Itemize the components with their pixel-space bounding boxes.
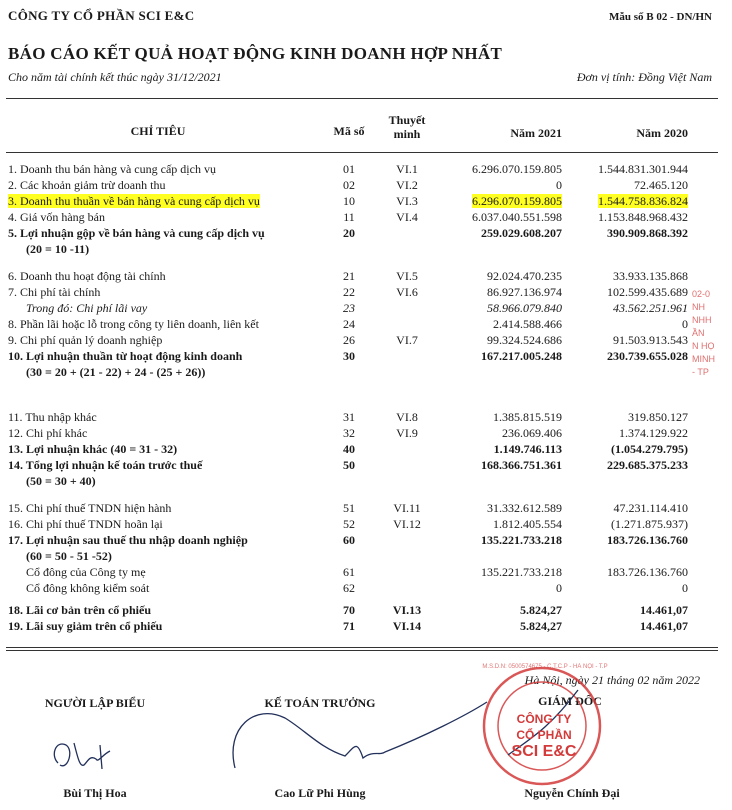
side-stamp-text-5: N HỌ: [692, 341, 715, 351]
header-bottom-rule: [6, 152, 718, 153]
row-label: 12. Chi phí khác: [8, 426, 88, 440]
stamp-line-3: SCI E&C: [511, 743, 577, 760]
row-value-2021: 1.149.746.113: [493, 442, 562, 456]
table-row: [0, 580, 732, 596]
row-value-2021: 6.037.040.551.598: [472, 210, 562, 224]
preparer-name: Bùi Thị Hoa: [63, 786, 127, 800]
table-row: [0, 348, 732, 364]
row-label: 15. Chi phí thuế TNDN hiện hành: [8, 501, 172, 515]
row-value-2021: 2.414.588.466: [493, 317, 562, 331]
row-code: 51: [343, 501, 355, 515]
row-value-2020: 183.726.136.760: [607, 533, 688, 547]
row-note: VI.2: [396, 178, 418, 192]
form-code: Mẫu số B 02 - DN/HN: [609, 11, 712, 23]
column-header-note-line2: minh: [393, 127, 421, 141]
row-value-2021: 135.221.733.218: [481, 565, 562, 579]
column-header-item: CHỈ TIÊU: [130, 124, 186, 138]
row-code: 62: [343, 581, 355, 595]
row-label: 2. Các khoản giảm trừ doanh thu: [8, 178, 166, 192]
side-stamp-text-6: MINH: [692, 354, 715, 364]
row-value-2021: 1.812.405.554: [493, 517, 562, 531]
table-row: [0, 241, 732, 257]
row-label: 16. Chi phí thuế TNDN hoãn lại: [8, 517, 163, 531]
highlight-mark: 1.544.758.836.824: [598, 194, 688, 208]
row-value-2020: (1.054.279.795): [611, 442, 688, 456]
row-value-2021: 0: [556, 178, 562, 192]
stamp-ring-text: M.S.D.N: 0500574675 - C.T.C.P - HÀ NỘI - T.P: [482, 664, 608, 670]
row-value-2020: [565, 193, 688, 209]
row-value-2020: 230.739.655.028: [607, 349, 688, 363]
table-row: [0, 161, 732, 177]
row-label: 8. Phần lãi hoặc lỗ trong công ty liên doanh, liên kết: [8, 317, 259, 331]
row-code: 31: [343, 410, 355, 424]
director-title: GIÁM ĐỐC: [538, 694, 602, 708]
row-note: VI.12: [393, 517, 421, 531]
row-value-2020: 319.850.127: [628, 410, 688, 424]
row-value-2020: 47.231.114.410: [613, 501, 688, 515]
table-row: [0, 177, 732, 193]
table-row: [0, 268, 732, 284]
header-top-rule: [6, 98, 718, 99]
row-value-2020: 102.599.435.689: [607, 285, 688, 299]
director-name: Nguyễn Chính Đại: [524, 786, 620, 800]
row-label: 4. Giá vốn hàng bán: [8, 210, 105, 224]
row-label: (20 = 10 -11): [26, 242, 90, 256]
row-code: 71: [343, 619, 355, 633]
row-code: 24: [343, 317, 355, 331]
column-header-note: [375, 113, 439, 141]
row-code: 10: [343, 194, 355, 208]
table-row: [0, 284, 732, 300]
row-label: (30 = 20 + (21 - 22) + 24 - (25 + 26)): [26, 365, 206, 379]
table-row: [0, 300, 732, 316]
row-label: Trong đó: Chi phí lãi vay: [26, 301, 148, 315]
side-stamp-fragment: [692, 288, 732, 379]
row-value-2021: 0: [556, 581, 562, 595]
row-note: VI.5: [396, 269, 418, 283]
row-note: VI.14: [392, 619, 422, 633]
row-code: 52: [343, 517, 355, 531]
row-code: 22: [343, 285, 355, 299]
row-note: VI.1: [396, 162, 418, 176]
column-header-code: Mã số: [333, 124, 365, 138]
row-value-2020: 43.562.251.961: [613, 301, 688, 315]
table-row: [0, 332, 732, 348]
row-code: 21: [343, 269, 355, 283]
row-note: VI.4: [396, 210, 418, 224]
company-name: CÔNG TY CỔ PHẦN SCI E&C: [8, 8, 195, 23]
row-label: 6. Doanh thu hoạt động tài chính: [8, 269, 166, 283]
table-row: [0, 516, 732, 532]
report-title: BÁO CÁO KẾT QUẢ HOẠT ĐỘNG KINH DOANH HỢP NHẤT: [8, 44, 503, 63]
row-value-2020: 390.909.868.392: [607, 226, 688, 240]
side-stamp-text-4: ẦN: [692, 328, 705, 338]
side-stamp-text-7: - TP: [692, 367, 709, 377]
currency-unit: Đơn vị tính: Đồng Việt Nam: [576, 70, 712, 84]
row-label: 7. Chi phí tài chính: [8, 285, 101, 299]
row-note: VI.3: [396, 194, 418, 208]
row-code: 30: [343, 349, 355, 363]
row-note: VI.8: [396, 410, 418, 424]
table-row: [0, 364, 732, 380]
row-value-2020: 1.544.831.301.944: [598, 162, 688, 176]
row-value-2020: 14.461,07: [640, 603, 688, 617]
row-value-2020: 33.933.135.868: [613, 269, 688, 283]
row-code: 61: [343, 565, 355, 579]
column-header-note-line1: Thuyết: [388, 113, 426, 127]
report-period: Cho năm tài chính kết thúc ngày 31/12/2021: [8, 70, 222, 84]
row-value-2021: 167.217.005.248: [481, 349, 562, 363]
row-label: (50 = 30 + 40): [26, 474, 96, 488]
row-value-2021: 86.927.136.974: [487, 285, 562, 299]
row-value-2020: (1.271.875.937): [611, 517, 688, 531]
row-label: Cổ đông của Công ty mẹ: [26, 565, 146, 579]
table-row: [0, 209, 732, 225]
row-value-2020: 229.685.375.233: [607, 458, 688, 472]
row-label: 5. Lợi nhuận gộp về bán hàng và cung cấp dịch vụ: [8, 226, 265, 240]
column-header-year-2021: Năm 2021: [510, 126, 562, 140]
row-code: 20: [343, 226, 355, 240]
place-date: Hà Nội, ngày 21 tháng 02 năm 2022: [524, 673, 700, 687]
row-value-2020: 1.374.129.922: [619, 426, 688, 440]
table-row: [0, 225, 732, 241]
row-code: 32: [343, 426, 355, 440]
row-label: 19. Lãi suy giảm trên cổ phiếu: [8, 619, 163, 633]
row-value-2021: 6.296.070.159.805: [472, 162, 562, 176]
row-value-2021: 236.069.406: [502, 426, 562, 440]
table-row: [0, 548, 732, 564]
row-value-2021: 259.029.608.207: [481, 226, 562, 240]
row-value-2021: 92.024.470.235: [487, 269, 562, 283]
row-note: VI.13: [392, 603, 422, 617]
preparer-signature: [40, 725, 150, 780]
row-value-2021: 5.824,27: [520, 619, 562, 633]
chief-accountant-name: Cao Lữ Phi Hùng: [274, 786, 366, 800]
row-value-2021: 5.824,27: [520, 603, 562, 617]
table-bottom-rule-2: [6, 650, 718, 651]
row-note: VI.9: [396, 426, 418, 440]
row-value-2020: 0: [682, 317, 688, 331]
stamp-line-1: CÔNG TY: [516, 712, 572, 726]
row-note: VI.11: [393, 501, 421, 515]
row-note: VI.7: [396, 333, 418, 347]
table-row: [0, 602, 732, 618]
row-label: 14. Tổng lợi nhuận kế toán trước thuế: [8, 458, 203, 472]
row-value-2021: 135.221.733.218: [481, 533, 562, 547]
table-row: [0, 193, 732, 209]
row-code: 11: [343, 210, 355, 224]
row-value-2020: 183.726.136.760: [607, 565, 688, 579]
row-value-2020: 14.461,07: [640, 619, 688, 633]
row-label: 11. Thu nhập khác: [8, 410, 97, 424]
row-value-2021: 1.385.815.519: [493, 410, 562, 424]
row-value-2020: 0: [682, 581, 688, 595]
row-value-2020: 72.465.120: [634, 178, 688, 192]
table-row: [0, 441, 732, 457]
table-row: [0, 564, 732, 580]
row-value-2021: 99.324.524.686: [487, 333, 562, 347]
row-label: [8, 193, 326, 209]
table-row: [0, 532, 732, 548]
side-stamp-text-3: NHH: [692, 315, 712, 325]
row-label: 18. Lãi cơ bản trên cổ phiếu: [8, 603, 151, 617]
table-row: [0, 618, 732, 634]
row-code: 70: [343, 603, 355, 617]
row-code: 60: [343, 533, 355, 547]
highlight-mark: 3. Doanh thu thuần về bán hàng và cung cấp dịch vụ: [8, 194, 260, 208]
row-label: 9. Chi phí quản lý doanh nghiệp: [8, 333, 163, 347]
row-label: (60 = 50 - 51 -52): [26, 549, 112, 563]
row-value-2021: 58.966.079.840: [487, 301, 562, 315]
highlight-mark: 6.296.070.159.805: [472, 194, 562, 208]
stamp-line-2: CỔ PHẦN: [516, 728, 572, 742]
preparer-title: NGƯỜI LẬP BIỂU: [44, 696, 146, 710]
table-row: [0, 409, 732, 425]
table-row: [0, 473, 732, 489]
table-row: [0, 425, 732, 441]
side-stamp-text-2: NH: [692, 302, 705, 312]
row-value-2020: 91.503.913.543: [613, 333, 688, 347]
row-label: 13. Lợi nhuận khác (40 = 31 - 32): [8, 442, 178, 456]
row-value-2021: 31.332.612.589: [487, 501, 562, 515]
row-code: 40: [343, 442, 355, 456]
row-value-2021: [440, 193, 562, 209]
table-bottom-rule-1: [6, 647, 718, 648]
row-code: 50: [343, 458, 355, 472]
chief-accountant-signature: [225, 688, 495, 783]
row-label: 10. Lợi nhuận thuần từ hoạt động kinh doanh: [8, 349, 243, 363]
row-code: 26: [343, 333, 355, 347]
row-value-2020: 1.153.848.968.432: [598, 210, 688, 224]
row-label: 17. Lợi nhuận sau thuế thu nhập doanh nghiệp: [8, 533, 248, 547]
row-code: 02: [343, 178, 355, 192]
column-header-year-2020: Năm 2020: [636, 126, 688, 140]
table-row: [0, 457, 732, 473]
row-code: 01: [343, 162, 355, 176]
row-label: 1. Doanh thu bán hàng và cung cấp dịch vụ: [8, 162, 216, 176]
table-row: [0, 316, 732, 332]
row-label: Cổ đông không kiểm soát: [26, 581, 150, 595]
side-stamp-text-1: 02-0: [692, 289, 711, 299]
row-code: 23: [343, 301, 355, 315]
chief-accountant-title: KẾ TOÁN TRƯỞNG: [264, 696, 376, 710]
row-value-2021: 168.366.751.361: [481, 458, 562, 472]
row-note: VI.6: [396, 285, 418, 299]
table-row: [0, 500, 732, 516]
